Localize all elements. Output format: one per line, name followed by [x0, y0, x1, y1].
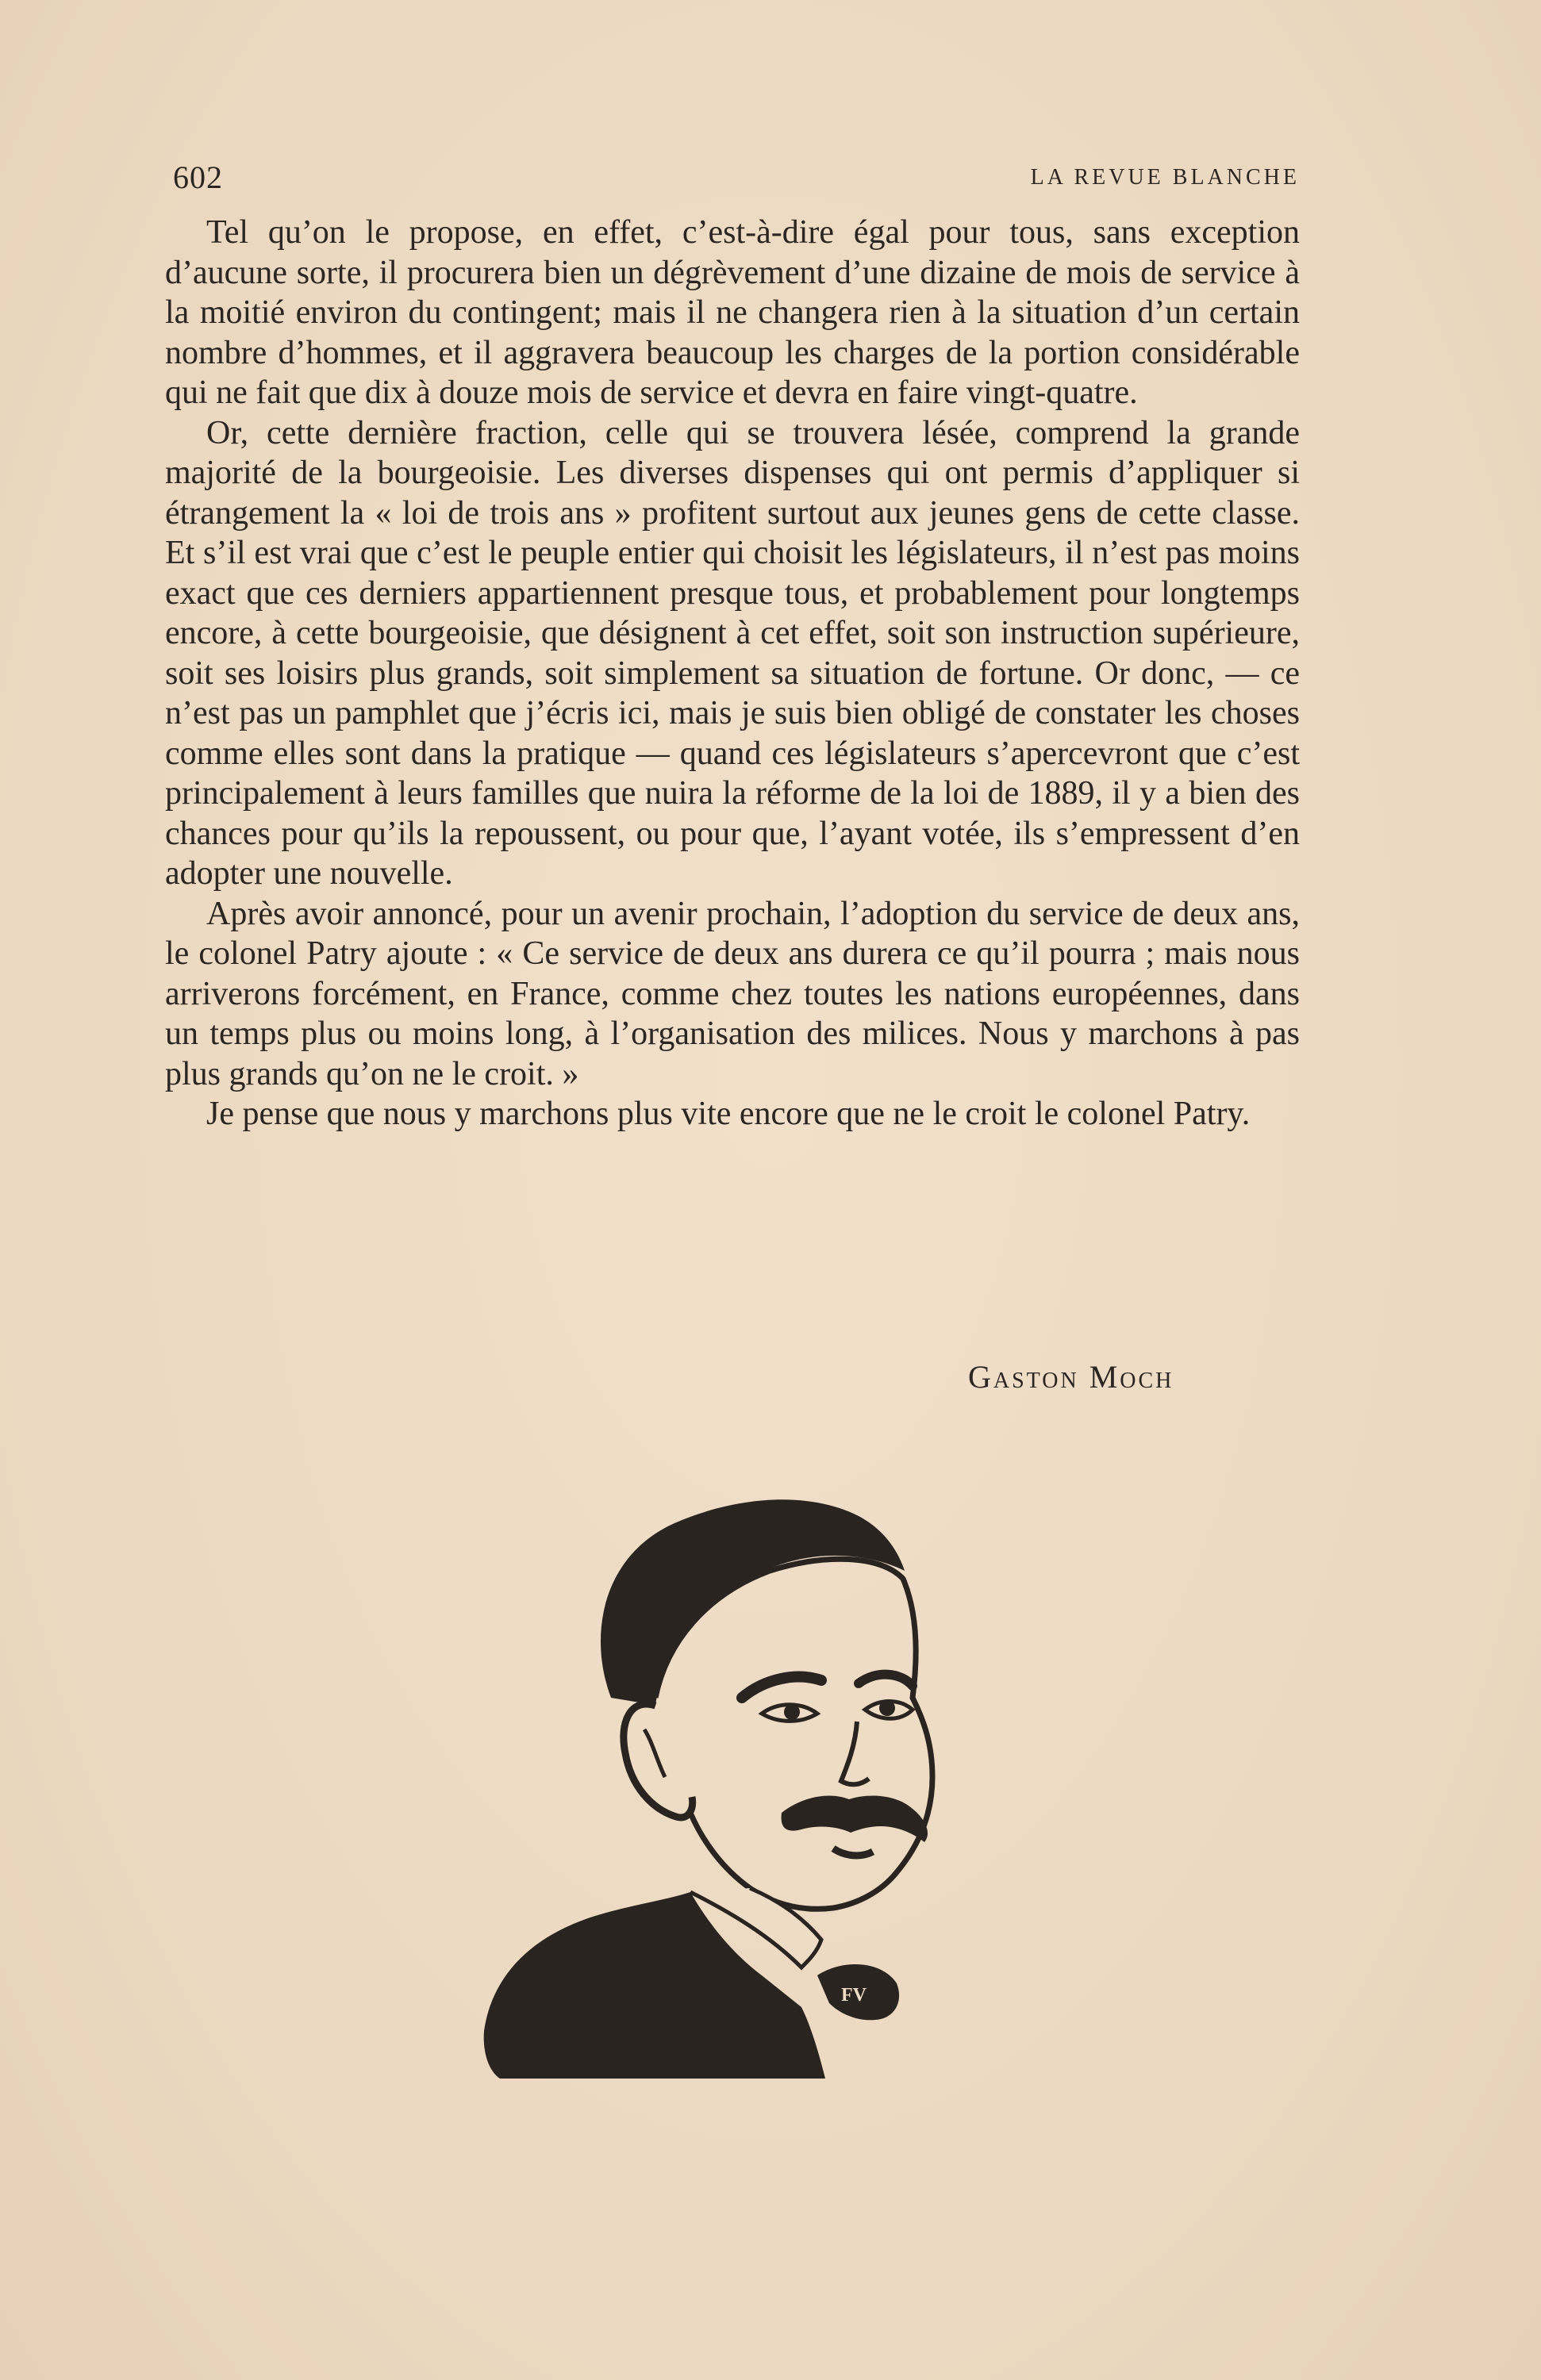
page-number: 602 [173, 159, 223, 195]
moustache [782, 1795, 928, 1842]
nose [841, 1722, 869, 1784]
right-brow [859, 1675, 913, 1686]
article-text [165, 213, 1300, 1134]
paragraph: Tel qu’on le propose, en effet, c’est-à-dire égal pour tous, sans exception d’aucune sorte, il procurera bien un dégrèvement d’une dizaine de mois de service à la moitié environ du contingent; mais il ne changera rien à la situation d’un certain nombre d’hommes, et il aggravera beaucoup les charges de la portion considérable qui ne fait que dix à douze mois de service et devra en faire vingt-quatre. [165, 214, 1300, 411]
paragraph: Or, cette dernière fraction, celle qui se trouvera lésée, comprend la grande majorité de la bourgeoisie. Les diverses dispenses qui ont permis d’appliquer si étrangement la « loi de trois ans » profitent surtout aux jeunes gens de cette classe. Et s’il est vrai que c’est le peuple entier qui choisit les législateurs, il n’est pas moins exact que ces derniers appartiennent presque tous, et probablement pour longtemps encore, à cette bourgeoisie, que désignent à cet effet, soit son instruction supérieure, soit ses loisirs plus grands, soit simplement sa situation de fortune. Or donc, — ce n’est pas un pamphlet que j’écris ici, mais je suis bien obligé de constater les choses comme elles sont dans la pratique — quand ces législateurs s’apercevront que c’est principalement à leurs familles que nuira la réforme de la loi de 1889, il y a bien des chances pour qu’ils la repoussent, ou pour que, l’ayant votée, ils s’empressent d’en adopter une nouvelle. [165, 414, 1300, 892]
journal-title: LA REVUE BLANCHE [1030, 165, 1300, 190]
woodcut-portrait [468, 1460, 1024, 2110]
left-brow [742, 1677, 821, 1698]
paragraph: Je pense que nous y marchons plus vite encore que ne le croit le colonel Patry. [206, 1096, 1251, 1132]
paragraph: Après avoir annoncé, pour un avenir prochain, l’adoption du service de deux ans, le colonel Patry ajoute : « Ce service de deux ans durera ce qu’il pourra ; mais nous arriverons forcément, en France, comme chez toutes les nations européennes, dans un temps plus ou moins long, à l’organisation des milices. Nous y marchons à pas plus grands qu’on ne le croit. » [165, 895, 1300, 1092]
hair [601, 1499, 905, 1706]
author-signature: Gaston Moch [968, 1359, 1174, 1395]
running-head [173, 159, 1300, 198]
monogram: FV [841, 1985, 867, 2006]
